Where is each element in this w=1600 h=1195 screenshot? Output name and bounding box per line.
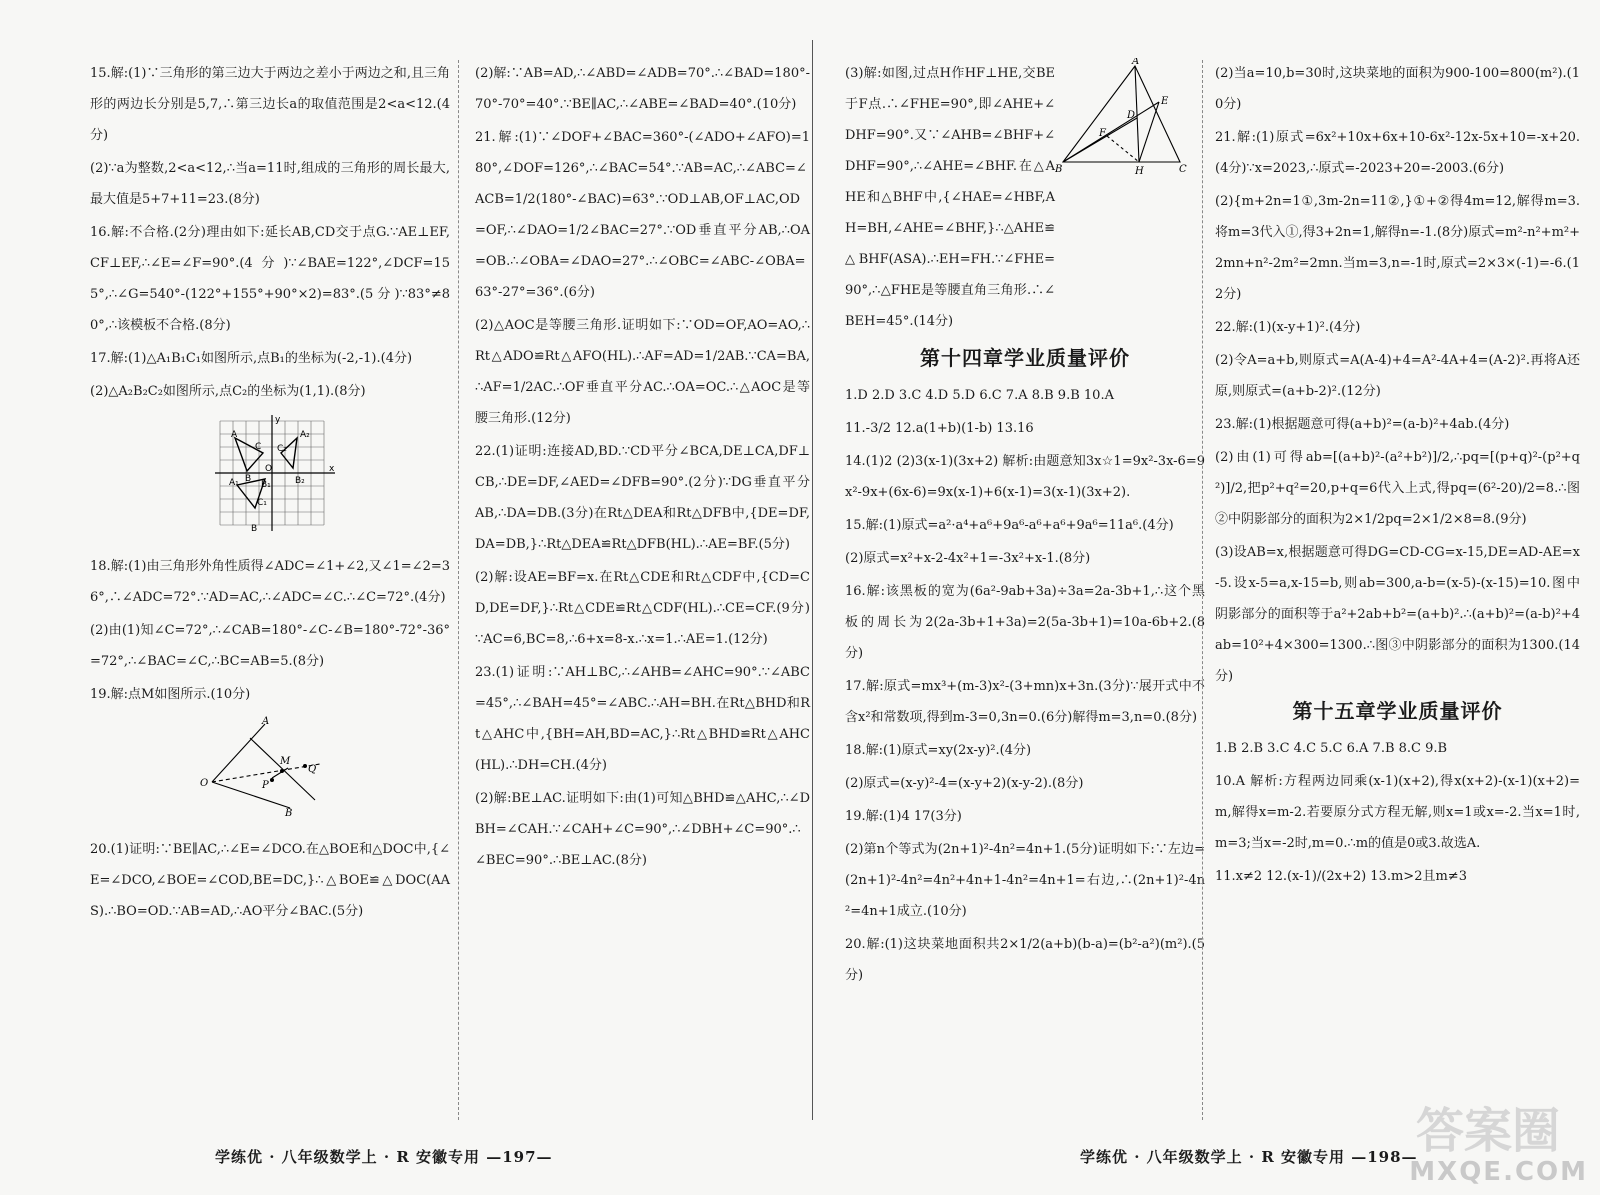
ch14-fill-answers: 11.-3/2 12.a(1+b)(1-b) 13.16 [845, 421, 1034, 436]
answer-23-3-block [845, 58, 1205, 339]
ch14-answer-15-1: 15.解:(1)原式=a²·a⁴+a⁶+9a⁶-a⁶+a⁶+9a⁶=11a⁶.(4分) [845, 518, 1174, 533]
fig19-label-O: O [200, 778, 209, 789]
fig19-label-Q: Q [308, 764, 317, 775]
fig17-label-y: y [275, 415, 281, 425]
fig17-label-A: A [231, 430, 238, 440]
right-column-1 [845, 58, 1205, 993]
answer-23-1: 23.(1)证明:∵AH⊥BC,∴∠AHB=∠AHC=90°.∵∠ABC=45°,∴∠BAH=45°=∠ABC.∴AH=BH.在Rt△BHD和Rt△AHC中,{BH=AH,BD=AC,}∴Rt△BHD≌Rt△AHC(HL).∴DH=CH.(4分) [475, 665, 810, 773]
ch14-answer-17: 17.解:原式=mx³+(m-3)x²-(3+mn)x+3n.(3分)∵展开式中不含x²和常数项,得到m-3=0,3n=0.(6分)解得m=3,n=0.(8分) [845, 679, 1205, 725]
answer-20-1: 20.(1)证明:∵BE∥AC,∴∠E=∠DCO.在△BOE和△DOC中,{∠E=∠DCO,∠BOE=∠COD,BE=DC,}∴△BOE≌△DOC(AAS).∴BO=OD.∵AB=AD,∴AO平分∠BAC.(5分) [90, 842, 450, 919]
fig23-label-A: A [1132, 58, 1140, 67]
fig17-label-x: x [329, 464, 335, 474]
ch15-answer-10: 10.A 解析:方程两边同乘(x-1)(x+2),得x(x+2)-(x-1)(x+2)=m,解得x=m-2.若要原分式方程无解,则x=1或x=-2.当x=1时,m=3;当x=-2时,m=0.∴m的值是0或3.故选A. [1215, 774, 1580, 851]
fig17-label-C1: C₁ [257, 498, 267, 508]
answer-22-2: (2)解:设AE=BF=x.在Rt△CDE和Rt△CDF中,{CD=CD,DE=DF,}∴Rt△CDE≌Rt△CDF(HL).∴CE=CF.(9分)∵AC=6,BC=8,∴6+x=8-x.∴x=1.∴AE=1.(12分) [475, 570, 810, 647]
answer-22-1: 22.(1)证明:连接AD,BD.∵CD平分∠BCA,DE⊥CA,DF⊥CB,∴DE=DF,∠AED=∠DFB=90°.(2分)∵DG垂直平分AB,∴DA=DB.(3分)在Rt△DEA和Rt△DFB中,{DE=DF,DA=DB,}∴Rt△DEA≌Rt△DFB(HL).∴AE=BF.(5分) [475, 444, 810, 552]
fig23-label-H: H [1135, 166, 1144, 177]
ch14-answer-23-3: (3)设AB=x,根据题意可得DG=CD-CG=x-15,DE=AD-AE=x-5.设x-5=a,x-15=b,则ab=300,a-b=(x-5)-(x-15)=10.图中阴影部分的面积等于a²+2ab+b²=(a+b)².∴(a+b)²=(a-b)²+4ab=10²+4×300=1300.∴图③中阴影部分的面积为1300.(14分) [1215, 545, 1580, 684]
ch14-answer-21-1: 21.解:(1)原式=6x²+10x+6x+10-6x²-12x-5x+10=-x+20.(4分)∵x=2023,∴原式=-2023+20=-2003.(6分) [1215, 130, 1580, 176]
ch14-answer-23-1: 23.解:(1)根据题意可得(a+b)²=(a-b)²+4ab.(4分) [1215, 417, 1510, 432]
ch14-answer-18-2: (2)原式=(x-y)²-4=(x-y+2)(x-y-2).(8分) [845, 776, 1084, 791]
answer-15-1: 15.解:(1)∵三角形的第三边大于两边之差小于两边之和,且三角形的两边长分别是5,7,∴第三边长a的取值范围是2<a<12.(4分) [90, 66, 450, 143]
ch15-fill-answers: 11.x≠2 12.(x-1)/(2x+2) 13.m>2且m≠3 [1215, 869, 1467, 884]
ch14-answer-20-2: (2)当a=10,b=30时,这块菜地的面积为900-100=800(m²).(10分) [1215, 66, 1580, 112]
watermark-text: MXQE.COM [1409, 1157, 1588, 1187]
fig17-label-B-bottom: B [251, 524, 258, 533]
figure-19 [90, 716, 450, 828]
fig19-label-M: M [280, 756, 291, 767]
coordinate-grid-figure [215, 413, 340, 533]
fig17-label-A2: A₂ [300, 430, 310, 440]
fig23-label-B: B [1055, 164, 1063, 175]
ch14-answer-19-2: (2)第n个等式为(2n+1)²-4n²=4n+1.(5分)证明如下:∵左边=(2n+1)²-4n²=4n²+4n+1-4n²=4n+1=右边,∴(2n+1)²-4n²=4n+1成立.(10分) [845, 842, 1205, 919]
ch14-answer-18-1: 18.解:(1)原式=xy(2x-y)².(4分) [845, 743, 1032, 758]
angle-bisector-figure [200, 716, 340, 816]
page-footer-left: 学练优 · 八年级数学上 · R 安徽专用 —197— [215, 1148, 553, 1166]
ch14-answer-22-1: 22.解:(1)(x-y+1)².(4分) [1215, 320, 1361, 335]
left-column-2 [475, 58, 810, 878]
fig19-label-A: A [262, 716, 270, 727]
ch14-answer-19-1: 19.解:(1)4 17(3分) [845, 809, 962, 824]
figure-17-grid [90, 413, 450, 545]
ch14-answer-21-2: (2){m+2n=1①,3m-2n=11②,}①+②得4m=12,解得m=3.将m=3代入①,得3+2n=1,解得n=-1.(8分)原式=m²-n²+m²+2mn+n²-2m²=2mn.当m=3,n=-1时,原式=2×3×(-1)=-6.(12分) [1215, 194, 1580, 302]
ch14-answer-23-2: (2)由(1)可得ab=[(a+b)²-(a²+b²)]/2,∴pq=[(p+q)²-(p²+q²)]/2,把p²+q²=20,p+q=6代入上式,得pq=(6²-20)/2=8.∴图②中阴影部分的面积为2×1/2pq=2×1/2×8=8.(9分) [1215, 450, 1580, 527]
left-column-1 [90, 58, 450, 929]
ch14-answer-22-2: (2)令A=a+b,则原式=A(A-4)+4=A²-4A+4=(A-2)².再将A还原,则原式=(a+b-2)².(12分) [1215, 353, 1580, 399]
fig17-label-C2: C₂ [277, 444, 287, 454]
ch15-choice-answers: 1.B 2.B 3.C 4.C 5.C 6.A 7.B 8.C 9.B [1215, 741, 1448, 756]
answer-23-2: (2)解:BE⊥AC.证明如下:由(1)可知△BHD≌△AHC,∴∠DBH=∠CAH.∵∠CAH+∠C=90°,∴∠DBH+∠C=90°.∴∠BEC=90°.∴BE⊥AC.(8分) [475, 791, 810, 868]
column-divider [458, 60, 459, 1120]
fig19-label-B: B [285, 808, 293, 816]
chapter-14-heading: 第十四章学业质量评价 [920, 346, 1130, 370]
answer-18-2: (2)由(1)知∠C=72°,∴∠CAB=180°-∠C-∠B=180°-72°-36°=72°,∴∠BAC=∠C,∴BC=AB=5.(8分) [90, 623, 450, 669]
answer-17-2: (2)△A₂B₂C₂如图所示,点C₂的坐标为(1,1).(8分) [90, 384, 366, 399]
fig23-label-D: D [1127, 110, 1136, 121]
fig17-label-B1: B₁ [261, 480, 271, 490]
fig17-label-B: B [245, 474, 252, 484]
fig19-label-P: P [262, 780, 269, 791]
answer-15-2: (2)∵a为整数,2<a<12,∴当a=11时,组成的三角形的周长最大,最大值是5+7+11=23.(8分) [90, 161, 450, 207]
ch14-answer-15-2: (2)原式=x²+x-2-4x²+1=-3x²+x-1.(8分) [845, 551, 1091, 566]
right-page [800, 0, 1600, 1195]
answer-19: 19.解:点M如图所示.(10分) [90, 687, 251, 702]
answer-17-1: 17.解:(1)△A₁B₁C₁如图所示,点B₁的坐标为(-2,-1).(4分) [90, 351, 413, 366]
chapter-15-heading: 第十五章学业质量评价 [1292, 699, 1503, 723]
fig17-label-O: O [265, 464, 273, 474]
fig17-label-B2: B₂ [295, 476, 305, 486]
fig23-label-C: C [1179, 164, 1187, 175]
column-divider-right [1202, 60, 1203, 1120]
ch14-answer-16: 16.解:该黑板的宽为(6a²-9ab+3a)÷3a=2a-3b+1,∴这个黑板的周长为2(2a-3b+1+3a)=2(5a-3b+1)=10a-6b+2.(8分) [845, 584, 1205, 661]
answer-18-1: 18.解:(1)由三角形外角性质得∠ADC=∠1+∠2,又∠1=∠2=36°,∴∠ADC=72°.∵AD=AC,∴∠ADC=∠C.∴∠C=72°.(4分) [90, 559, 450, 605]
fig17-label-A1: A₁ [229, 478, 239, 488]
ch14-answer-20-1: 20.解:(1)这块菜地面积共2×1/2(a+b)(b-a)=(b²-a²)(m²).(5分) [845, 937, 1205, 983]
ch14-answer-14: 14.(1)2 (2)3(x-1)(3x+2) 解析:由题意知3x☆1=9x²-3x-6=9x²-9x+(6x-6)=9x(x-1)+6(x-1)=3(x-1)(3x+2). [845, 454, 1205, 500]
right-column-2 [1215, 58, 1580, 894]
fig23-label-E: E [1161, 96, 1169, 107]
answer-20-2: (2)解:∵AB=AD,∴∠ABD=∠ADB=70°.∴∠BAD=180°-70°-70°=40°.∵BE∥AC,∴∠ABE=∠BAD=40°.(10分) [475, 66, 810, 112]
fig17-label-C: C [255, 442, 262, 452]
answer-21-2: (2)△AOC是等腰三角形.证明如下:∵OD=OF,AO=AO,∴Rt△ADO≌Rt△AFO(HL).∴AF=AD=1/2AB.∵CA=BA,∴AF=1/2AC.∴OF垂直平分AC.∴OA=OC.∴△AOC是等腰三角形.(12分) [475, 318, 810, 426]
answer-23-3: (3)解:如图,过点H作HF⊥HE,交BE于F点.∴∠FHE=90°,即∠AHE+∠DHF=90°.又∵∠AHB=∠BHF+∠DHF=90°,∴∠AHE=∠BHF.在△AHE和△BHF中,{∠HAE=∠HBF,AH=BH,∠AHE=∠BHF,}∴△AHE≌△BHF(ASA).∴EH=FH.∵∠FHE=90°,∴△FHE是等腰直角三角形.∴∠BEH=45°.(14分) [845, 66, 1055, 329]
answer-21-1: 21.解:(1)∵∠DOF+∠BAC=360°-(∠ADO+∠AFO)=180°,∠DOF=126°,∴∠BAC=54°.∵AB=AC,∴∠ABC=∠ACB=1/2(180°-∠BAC)=63°.∵OD⊥AB,OF⊥AC,OD=OF,∴∠DAO=1/2∠BAC=27°.∵OD垂直平分AB,∴OA=OB.∴∠OBA=∠DAO=27°.∴∠OBC=∠ABC-∠OBA=63°-27°=36°.(6分) [475, 130, 810, 300]
triangle-figure-23 [1055, 58, 1195, 178]
answer-16: 16.解:不合格.(2分)理由如下:延长AB,CD交于点G.∵AE⊥EF,CF⊥EF,∴∠E=∠F=90°.(4分)∵∠BAE=122°,∠DCF=155°,∴∠G=540°-(122°+155°+90°×2)=83°.(5分)∵83°≠80°,∴该模板不合格.(8分) [90, 225, 450, 333]
fig23-label-F: F [1099, 128, 1106, 139]
watermark-logo: 答案圈 [1415, 1103, 1560, 1159]
page-footer-right: 学练优 · 八年级数学上 · R 安徽专用 —198— [1080, 1148, 1418, 1166]
ch14-choice-answers: 1.D 2.D 3.C 4.D 5.D 6.C 7.A 8.B 9.B 10.A [845, 388, 1114, 403]
